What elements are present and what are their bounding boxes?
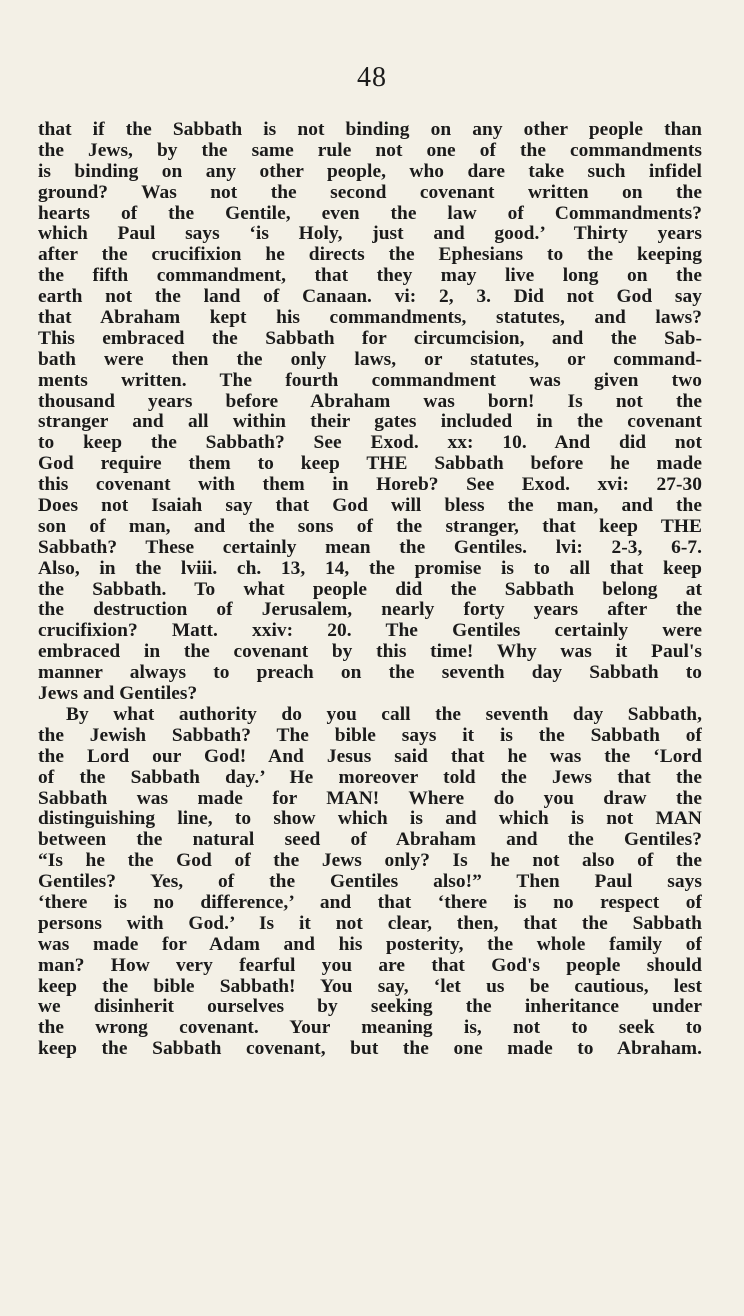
text-line: ground? Was not the second covenant written on the bbox=[38, 182, 702, 203]
text-line: was made for Adam and his posterity, the whole family of bbox=[38, 934, 702, 955]
text-line: Gentiles? Yes, of the Gentiles also!” Then Paul says bbox=[38, 872, 702, 893]
page-number: 48 bbox=[357, 62, 387, 93]
text-line: manner always to preach on the seventh day Sabbath to bbox=[38, 663, 702, 684]
text-line: This embraced the Sabbath for circumcision, and the Sab- bbox=[38, 328, 702, 349]
text-line: Also, in the lviii. ch. 13, 14, the promise is to all that keep bbox=[38, 558, 702, 579]
text-line: the Lord our God! And Jesus said that he was the ‘Lord bbox=[38, 746, 702, 767]
text-line: God require them to keep THE Sabbath before he made bbox=[38, 454, 702, 475]
text-line: stranger and all within their gates included in the covenant bbox=[38, 412, 702, 433]
text-line: Jews and Gentiles? bbox=[38, 684, 198, 705]
text-line: ‘there is no difference,’ and that ‘there is no respect of bbox=[38, 892, 702, 913]
text-line: thousand years before Abraham was born! Is not the bbox=[38, 391, 702, 412]
text-line: the Jewish Sabbath? The bible says it is the Sabbath of bbox=[38, 725, 702, 746]
text-line: of the Sabbath day.’ He moreover told the Jews that the bbox=[38, 767, 702, 788]
text-line: ments written. The fourth commandment was given two bbox=[38, 370, 702, 391]
text-line: between the natural seed of Abraham and the Gentiles? bbox=[38, 830, 702, 851]
text-line: the wrong covenant. Your meaning is, not to seek to bbox=[38, 1018, 702, 1039]
text-line: keep the bible Sabbath! You say, ‘let us be cautious, lest bbox=[38, 976, 702, 997]
paragraph-start-line: By what authority do you call the seventh day Sabbath, bbox=[66, 704, 702, 725]
text-line: distinguishing line, to show which is and which is not MAN bbox=[38, 809, 702, 830]
text-line: the fifth commandment, that they may live long on the bbox=[38, 266, 702, 287]
text-line: is binding on any other people, who dare take such infidel bbox=[38, 161, 702, 182]
text-line: hearts of the Gentile, even the law of Commandments? bbox=[38, 203, 702, 224]
text-line: son of man, and the sons of the stranger, that keep THE bbox=[38, 516, 702, 537]
text-line: to keep the Sabbath? See Exod. xx: 10. And did not bbox=[38, 433, 702, 454]
text-line: keep the Sabbath covenant, but the one made to Abraham. bbox=[38, 1039, 702, 1060]
text-line: which Paul says ‘is Holy, just and good.’ Thirty years bbox=[38, 224, 702, 245]
text-line: that Abraham kept his commandments, statutes, and laws? bbox=[38, 308, 702, 329]
text-line: the Sabbath. To what people did the Sabbath belong at bbox=[38, 579, 702, 600]
text-line: we disinherit ourselves by seeking the inheritance under bbox=[38, 997, 702, 1018]
text-line: Sabbath? These certainly mean the Gentiles. lvi: 2-3, 6-7. bbox=[38, 537, 702, 558]
text-line: man? How very fearful you are that God's people should bbox=[38, 955, 702, 976]
text-line: crucifixion? Matt. xxiv: 20. The Gentiles certainly were bbox=[38, 621, 702, 642]
text-line: Sabbath was made for MAN! Where do you draw the bbox=[38, 788, 702, 809]
text-line: earth not the land of Canaan. vi: 2, 3. Did not God say bbox=[38, 287, 702, 308]
text-line: persons with God.’ Is it not clear, then, that the Sabbath bbox=[38, 913, 702, 934]
text-line: bath were then the only laws, or statutes, or command- bbox=[38, 349, 702, 370]
body-text bbox=[38, 120, 702, 1060]
text-line: that if the Sabbath is not binding on any other people than bbox=[38, 120, 702, 140]
text-line: after the crucifixion he directs the Ephesians to the keeping bbox=[38, 245, 702, 266]
text-line: this covenant with them in Horeb? See Exod. xvi: 27-30 bbox=[38, 475, 702, 496]
text-line: embraced in the covenant by this time! Why was it Paul's bbox=[38, 642, 702, 663]
text-line: Does not Isaiah say that God will bless the man, and the bbox=[38, 496, 702, 517]
text-line: “Is he the God of the Jews only? Is he not also of the bbox=[38, 851, 702, 872]
text-line: the Jews, by the same rule not one of the commandments bbox=[38, 140, 702, 161]
text-line: the destruction of Jerusalem, nearly forty years after the bbox=[38, 600, 702, 621]
